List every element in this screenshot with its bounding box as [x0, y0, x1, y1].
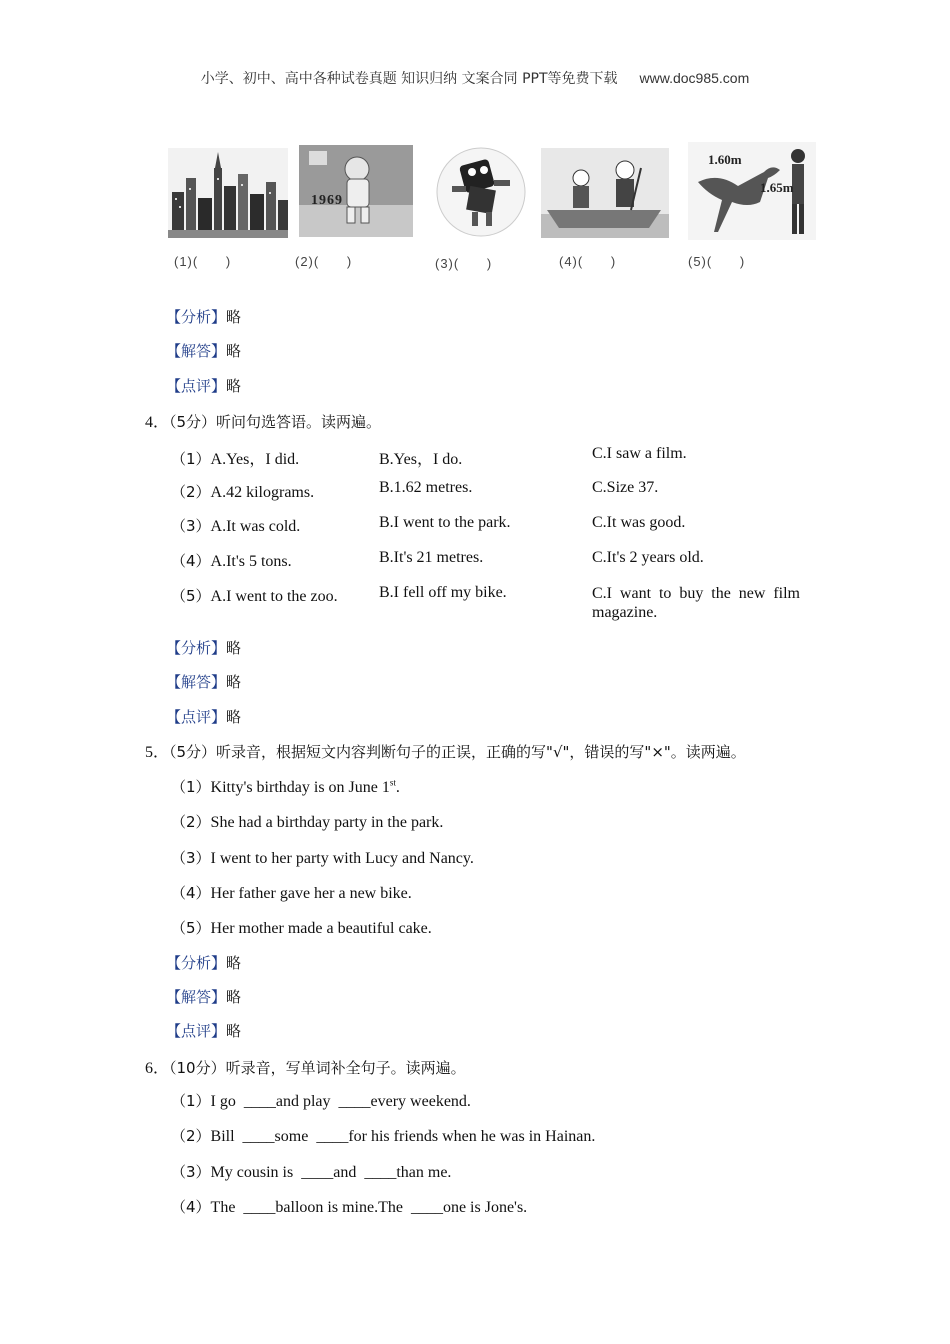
q5-item-4: （4）Her father gave her a new bike.: [171, 884, 412, 902]
q3-analysis: 【分析】略: [166, 308, 242, 326]
q4-row-4-c: C.It's 2 years old.: [592, 549, 704, 566]
boy-height: 1.65m: [760, 180, 794, 195]
picture-label-2: (2)( ): [295, 254, 353, 269]
q4-row-1-c: C.I saw a film.: [592, 445, 687, 462]
q5-item-1: （1）Kitty's birthday is on June 1st.: [171, 777, 400, 796]
q4-instruction: （5分）听问句选答语。读两遍。: [169, 413, 382, 431]
q4-answer: 【解答】略: [166, 673, 242, 691]
page-header: [0, 68, 950, 88]
q6-title: [145, 1055, 466, 1078]
dinosaur-height-picture: [688, 142, 816, 269]
q4-row-2-a: （2）A.42 kilograms.: [171, 483, 315, 501]
q6-item-1: （1）I go ____and play ____every weekend.: [171, 1092, 471, 1110]
picture-label-1: (1)( ): [174, 254, 232, 269]
astronaut-1969-picture: [295, 145, 413, 269]
q6-number: 6．: [145, 1060, 170, 1077]
q4-row-3-a: （3）A.It was cold.: [171, 517, 301, 535]
q3-picture-row: [166, 140, 826, 280]
q6-item-2: （2）Bill ____some ____for his friends when he was in Hainan.: [171, 1127, 596, 1145]
q4-row-3-c: C.It was good.: [592, 514, 686, 531]
picture-label-4: (4)( ): [559, 254, 617, 269]
q4-comment: 【点评】略: [166, 708, 242, 726]
q5-item-3: （3）I went to her party with Lucy and Nancy.: [171, 849, 474, 867]
picture-label-3: (3)( ): [435, 256, 493, 271]
cartoon-robot-picture: [432, 140, 530, 271]
q5-analysis: 【分析】略: [166, 954, 242, 972]
q4-row-2-c: C.Size 37.: [592, 479, 659, 496]
q5-number: 5．: [145, 744, 170, 761]
q4-row-5-c: C.I want to buy the new film magazine.: [592, 585, 800, 621]
header-url[interactable]: www.doc985.com: [639, 70, 750, 86]
q4-row-4-b: B.It's 21 metres.: [379, 549, 484, 566]
q4-row-3-b: B.I went to the park.: [379, 514, 511, 531]
year-text: 1969: [311, 193, 343, 208]
q5-item-2: （2）She had a birthday party in the park.: [171, 813, 444, 831]
q4-row-1-a: （1）A.Yes，I did.: [171, 450, 300, 468]
q3-comment: 【点评】略: [166, 377, 242, 395]
city-skyline-picture: [168, 148, 288, 269]
dinosaur-height: 1.60m: [708, 152, 742, 167]
q6-item-4: （4）The ____balloon is mine.The ____one is Jone's.: [171, 1198, 528, 1216]
q4-number: 4．: [145, 414, 170, 431]
q3-answer: 【解答】略: [166, 342, 242, 360]
header-text: 小学、初中、高中各种试卷真题 知识归纳 文案合同 PPT等免费下载: [200, 71, 618, 87]
q4-row-1-b: B.Yes，I do.: [379, 451, 463, 468]
q6-instruction: （10分）听录音，写单词补全句子。读两遍。: [169, 1059, 466, 1077]
boat-children-picture: [541, 148, 669, 269]
picture-label-5: (5)( ): [688, 254, 746, 269]
q4-row-5-b: B.I fell off my bike.: [379, 584, 507, 601]
q4-title: [145, 409, 381, 432]
q4-row-2-b: B.1.62 metres.: [379, 479, 473, 496]
q4-row-4-a: （4）A.It's 5 tons.: [171, 552, 292, 570]
q4-row-5-a: （5）A.I went to the zoo.: [171, 587, 338, 605]
q5-answer: 【解答】略: [166, 988, 242, 1006]
q4-analysis: 【分析】略: [166, 639, 242, 657]
q5-comment: 【点评】略: [166, 1022, 242, 1040]
q5-instruction: （5分）听录音，根据短文内容判断句子的正误，正确的写"√"，错误的写"×"。读两遍。: [169, 743, 746, 761]
q5-item-5: （5）Her mother made a beautiful cake.: [171, 919, 432, 937]
q5-title: [145, 739, 746, 762]
q6-item-3: （3）My cousin is ____and ____than me.: [171, 1163, 452, 1181]
